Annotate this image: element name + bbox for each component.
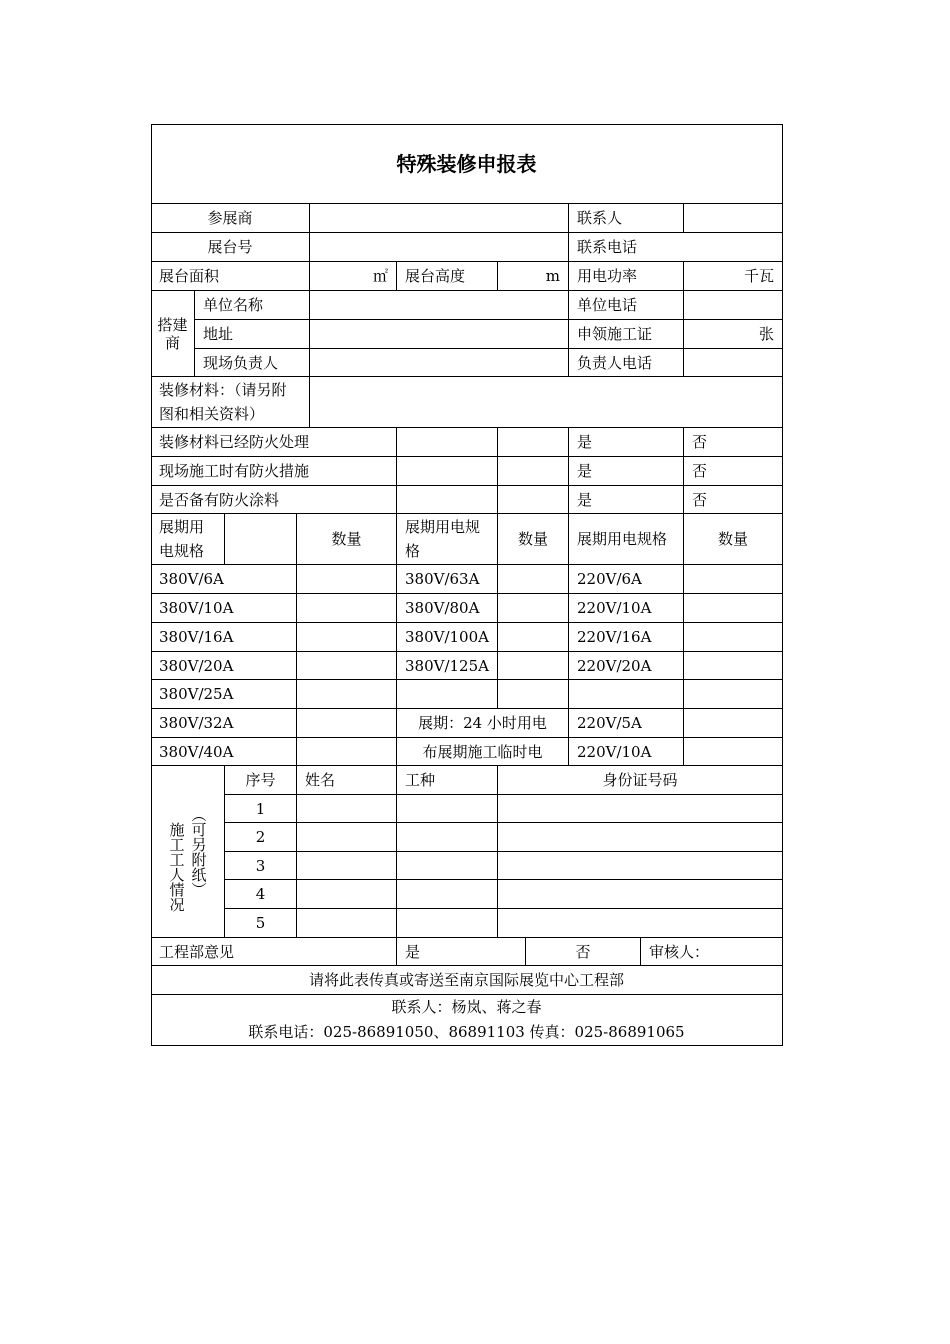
footer-contact-names: 联系人：杨岚、蒋之春 [391,998,542,1016]
fire-item-label-text: 装修材料已经防火处理 [159,433,310,451]
fire-item-blank-2[interactable] [498,428,569,457]
power-spec-380-b [397,680,498,709]
power-qty-field[interactable] [684,680,783,709]
workers-seq-cell-text: 5 [255,914,266,932]
workers-name-field[interactable] [297,795,397,823]
power-spec-380-a [151,709,297,738]
materials-label-text: 装修材料：（请另附图和相关资料） [159,381,287,423]
manager-phone-label-text: 负责人电话 [577,353,653,372]
fire-item-label [151,486,397,514]
footer-notice-text: 请将此表传真或寄送至南京国际展览中心工程部 [308,971,624,989]
footer-phones: 联系电话：025-86891050、86891103 传真：025-86891065 [248,1023,685,1041]
workers-name-header [297,766,397,795]
fire-item-label [151,457,397,486]
permit-field-text: 张 [758,325,774,343]
site-manager-label [195,349,310,377]
fire-item-blank-1[interactable] [397,428,498,457]
power-spec-220 [569,594,684,623]
workers-id-header-text: 身份证号码 [602,771,678,789]
power-spec-header-2 [397,514,498,565]
power-qty-field[interactable] [684,652,783,680]
page-title-text: 特殊装修申报表 [396,151,537,176]
exhibitor-field[interactable] [310,204,569,233]
workers-name-field[interactable] [297,823,397,852]
power-spec-220-text: 220V/10A [577,742,652,761]
page-title [151,124,783,204]
booth-number-field[interactable] [310,233,569,262]
power-qty-field[interactable] [684,738,783,766]
builder-company-label-text: 单位名称 [203,296,264,314]
power-spec-380-b [397,623,498,652]
fire-yes-option-text: 是 [577,490,593,509]
power-spec-220 [569,738,684,766]
workers-id-field[interactable] [498,880,783,909]
workers-seq-cell [225,880,297,909]
power-spec-220-text: 220V/20A [577,656,652,675]
power-spec-380-a [151,738,297,766]
power-qty-field[interactable] [684,709,783,738]
fire-no-option[interactable] [684,428,783,457]
workers-trade-field[interactable] [397,823,498,852]
workers-trade-field[interactable] [397,795,498,823]
power-field-text: 千瓦 [743,267,774,285]
power-qty-field[interactable] [498,565,569,594]
site-manager-label-text: 现场负责人 [203,353,279,372]
workers-seq-cell-text: 2 [255,828,266,846]
fire-item-label-text: 是否备有防火涂料 [159,490,280,509]
power-field[interactable] [684,262,783,291]
materials-label [151,377,310,428]
engineering-label-text: 工程部意见 [159,942,235,961]
power-spec-380-a [151,680,297,709]
power-spec-380-a-text: 380V/20A [159,656,234,675]
power-spec-220-text: 220V/6A [577,570,642,588]
fire-yes-option[interactable] [569,457,684,486]
workers-name-field[interactable] [297,880,397,909]
power-spec-380-b-text: 380V/80A [405,599,480,617]
power-period-note-text: 布展期施工临时电 [422,742,543,761]
builder-company-label [195,291,310,320]
power-qty-header-3-text: 数量 [717,530,748,548]
booth-number-label-text: 展台号 [207,238,253,256]
power-qty-field[interactable] [297,738,397,766]
power-spec-220-text: 220V/10A [577,599,652,617]
fire-yes-option-text: 是 [577,462,593,480]
fire-no-option-text: 否 [692,462,708,480]
power-spec-380-a-text: 380V/40A [159,742,234,761]
footer-notice [151,966,783,995]
workers-group-title: 施工工人情况 [167,821,186,912]
booth-height-field[interactable] [498,262,569,291]
builder-address-label-text: 地址 [203,325,234,343]
permit-field[interactable] [684,320,783,349]
power-qty-field[interactable] [498,623,569,652]
power-spec-380-a-text: 380V/32A [159,714,234,732]
fire-item-label-text: 现场施工时有防火措施 [159,462,310,480]
workers-seq-cell-text: 3 [255,856,266,875]
power-spec-380-a-text: 380V/6A [159,570,224,588]
power-spec-header-1-text: 展期用电规格 [159,518,205,560]
power-qty-field[interactable] [498,594,569,623]
workers-trade-field[interactable] [397,852,498,880]
power-spec-380-b [397,565,498,594]
contact-phone-label [569,233,783,262]
booth-area-field-text: ㎡ [372,267,388,285]
power-spec-380-a [151,652,297,680]
power-spec-380-a [151,623,297,652]
booth-area-field[interactable] [310,262,397,291]
engineering-yes-option-text: 是 [405,942,421,961]
power-spec-380-a-text: 380V/16A [159,628,234,646]
workers-trade-field[interactable] [397,880,498,909]
fire-item-blank-1[interactable] [397,457,498,486]
workers-group-label [151,766,225,938]
workers-name-header-text: 姓名 [305,771,336,789]
power-spec-380-b [397,594,498,623]
fire-no-option-text: 否 [692,433,708,451]
permit-label [569,320,684,349]
power-spec-header-1 [151,514,225,565]
power-spec-380-b-text: 380V/63A [405,570,480,588]
power-spec-header-2-text: 展期用电规格 [405,518,481,560]
fire-item-blank-2[interactable] [498,457,569,486]
power-spec-380-b [397,652,498,680]
engineering-reviewer-text: 审核人： [649,942,710,961]
contact-label-text: 联系人 [577,209,623,227]
power-spec-header-3 [569,514,684,565]
builder-group-label-text: 搭建商 [157,315,188,352]
workers-seq-cell [225,823,297,852]
manager-phone-label [569,349,684,377]
power-qty-field[interactable] [684,565,783,594]
power-qty-field[interactable] [498,680,569,709]
exhibitor-label-text: 参展商 [207,209,253,227]
builder-company-phone-field[interactable] [684,291,783,320]
power-spec-380-a [151,594,297,623]
fire-item-blank-2[interactable] [498,486,569,514]
power-qty-header-2 [498,514,569,565]
footer-contacts [151,995,783,1046]
site-manager-field[interactable] [310,349,569,377]
builder-group-label [151,291,195,377]
power-spec-220 [569,623,684,652]
power-qty-field[interactable] [498,652,569,680]
workers-trade-header-text: 工种 [405,771,436,789]
power-qty-field[interactable] [297,680,397,709]
power-qty-field[interactable] [297,652,397,680]
workers-id-field[interactable] [498,795,783,823]
power-spec-220 [569,709,684,738]
fire-item-blank-1[interactable] [397,486,498,514]
power-spec-380-b-text: 380V/100A [405,628,489,646]
builder-company-field[interactable] [310,291,569,320]
engineering-yes-option[interactable] [397,938,526,966]
workers-seq-cell [225,795,297,823]
power-qty-header-1-text: 数量 [331,530,362,548]
fire-no-option[interactable] [684,486,783,514]
power-spec-380-a [151,565,297,594]
contact-label [569,204,684,233]
power-spec-380-a-text: 380V/25A [159,685,234,703]
exhibitor-label [151,204,310,233]
power-period-note [397,709,569,738]
engineering-no-option[interactable] [526,938,641,966]
power-qty-header-2-text: 数量 [517,530,548,548]
fire-item-label [151,428,397,457]
power-spec-220-text: 220V/5A [577,714,642,732]
power-qty-field[interactable] [297,709,397,738]
booth-area-label-text: 展台面积 [159,267,220,285]
booth-number-label [151,233,310,262]
manager-phone-field[interactable] [684,349,783,377]
contact-field[interactable] [684,204,783,233]
workers-seq-header [225,766,297,795]
workers-seq-header-text: 序号 [245,771,276,789]
fire-no-option-text: 否 [692,490,708,509]
workers-id-header [498,766,783,795]
power-label-text: 用电功率 [577,267,638,285]
workers-seq-cell [225,852,297,880]
power-spec-220 [569,680,684,709]
permit-label-text: 申领施工证 [577,325,653,343]
booth-area-label [151,262,310,291]
power-spec-220-text: 220V/16A [577,628,652,646]
workers-trade-header [397,766,498,795]
contact-phone-label-text: 联系电话 [577,238,638,256]
booth-height-label-text: 展台高度 [405,267,466,285]
power-qty-field[interactable] [297,565,397,594]
booth-height-field-text: m [545,267,560,285]
fire-yes-option-text: 是 [577,433,593,451]
power-period-note-text: 展期：24 小时用电 [418,714,547,732]
builder-address-field[interactable] [310,320,569,349]
workers-name-field[interactable] [297,909,397,938]
engineering-label [151,938,397,966]
fire-no-option[interactable] [684,457,783,486]
power-qty-field[interactable] [684,594,783,623]
fire-yes-option[interactable] [569,486,684,514]
power-spec-header-1-blank [225,514,297,565]
power-qty-header-3 [684,514,783,565]
workers-group-note: （可另附纸） [189,806,208,897]
power-spec-380-b-text: 380V/125A [405,656,489,675]
materials-field[interactable] [310,377,783,428]
workers-trade-field[interactable] [397,909,498,938]
power-spec-header-3-text: 展期用电规格 [577,530,668,548]
workers-id-field[interactable] [498,909,783,938]
workers-seq-cell [225,909,297,938]
power-spec-220 [569,652,684,680]
workers-seq-cell-text: 1 [255,799,266,818]
power-spec-220 [569,565,684,594]
engineering-reviewer[interactable] [641,938,783,966]
power-qty-header-1 [297,514,397,565]
booth-height-label [397,262,498,291]
power-qty-field[interactable] [297,594,397,623]
builder-address-label [195,320,310,349]
power-qty-field[interactable] [684,623,783,652]
power-period-note [397,738,569,766]
power-qty-field[interactable] [297,623,397,652]
workers-seq-cell-text: 4 [255,885,266,903]
power-spec-380-a-text: 380V/10A [159,599,234,617]
fire-yes-option[interactable] [569,428,684,457]
workers-id-field[interactable] [498,823,783,852]
builder-company-phone-label [569,291,684,320]
workers-id-field[interactable] [498,852,783,880]
workers-name-field[interactable] [297,852,397,880]
engineering-no-option-text: 否 [575,942,591,961]
power-label [569,262,684,291]
builder-company-phone-label-text: 单位电话 [577,296,638,314]
